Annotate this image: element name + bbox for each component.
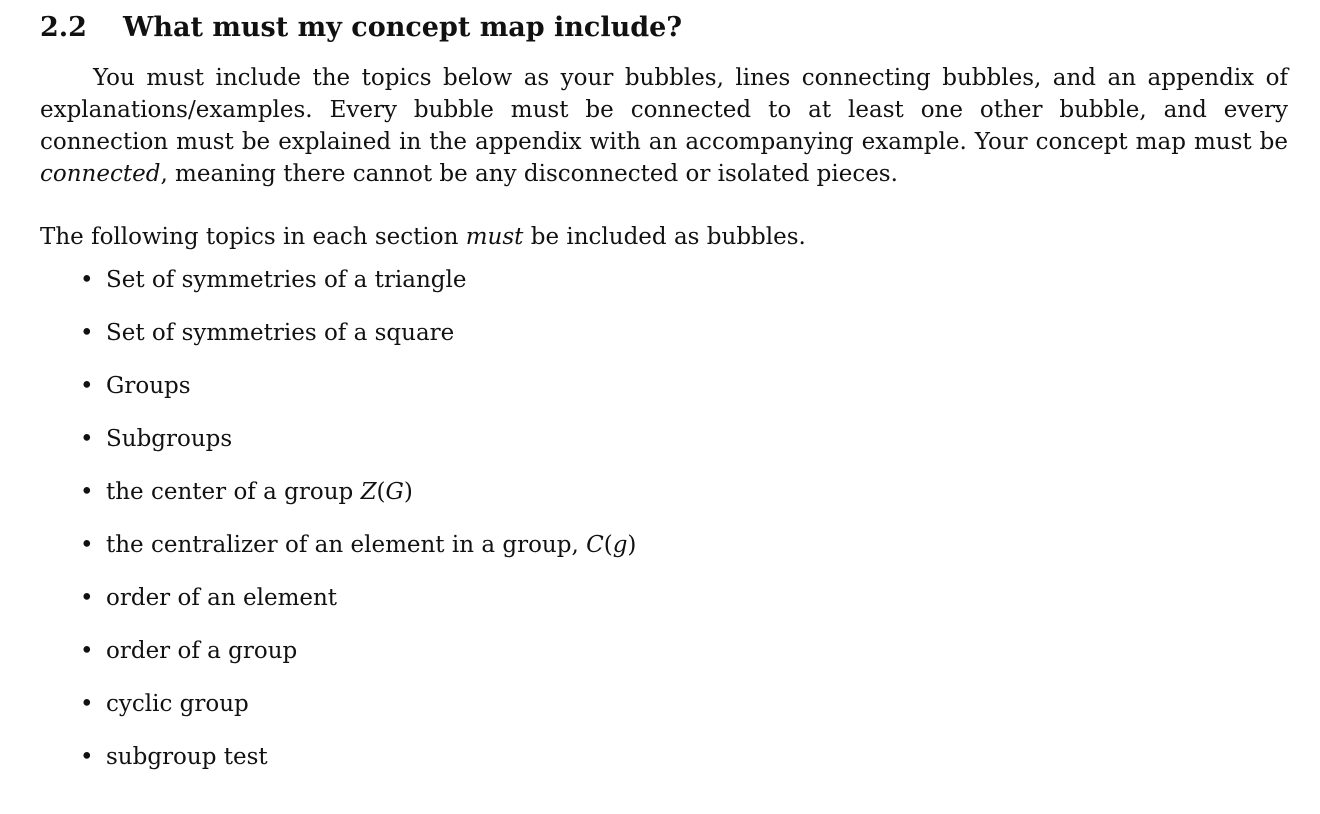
bullet-icon: • [80, 532, 94, 558]
intro-text-end: , meaning there cannot be any disconnected or isolated pieces. [160, 161, 898, 187]
lead-text-end: be included as bubbles. [523, 224, 806, 250]
bullet-icon: • [80, 585, 94, 611]
topic-text: order of a group [106, 638, 298, 664]
math-paren-close: ) [627, 532, 637, 558]
topic-text: order of an element [106, 585, 338, 611]
topic-text: the centralizer of an element in a group, [106, 532, 587, 558]
list-item [40, 635, 1288, 688]
bullet-icon: • [80, 373, 94, 399]
list-item [40, 582, 1288, 635]
topic-text: Set of symmetries of a triangle [106, 267, 467, 293]
topics-lead-sentence [40, 221, 1288, 253]
math-paren-open: ( [376, 479, 386, 505]
section-number: 2.2 [40, 12, 87, 43]
list-item [40, 264, 1288, 317]
topic-text: subgroup test [106, 744, 268, 770]
bullet-icon: • [80, 691, 94, 717]
list-item [40, 688, 1288, 741]
bullet-icon: • [80, 320, 94, 346]
math-symbol: Z [360, 479, 377, 505]
math-expression [586, 532, 636, 558]
section-title: What must my concept map include? [123, 12, 683, 43]
list-item [40, 476, 1288, 529]
intro-paragraph [40, 62, 1288, 190]
list-item [40, 741, 1288, 794]
bullet-icon: • [80, 479, 94, 505]
list-item [40, 370, 1288, 423]
list-item [40, 423, 1288, 476]
lead-text-start: The following topics in each section [40, 224, 466, 250]
bullet-icon: • [80, 426, 94, 452]
topic-text: cyclic group [106, 691, 249, 717]
section-heading [40, 0, 1288, 48]
math-symbol: g [612, 532, 628, 558]
math-paren-open: ( [603, 532, 613, 558]
topics-list [40, 264, 1288, 794]
topic-text: Groups [106, 373, 191, 399]
topic-text: the center of a group [106, 479, 361, 505]
document-page [40, 0, 1288, 794]
math-symbol: C [586, 532, 604, 558]
bullet-icon: • [80, 638, 94, 664]
intro-emphasis: connected [40, 161, 161, 187]
math-symbol: G [385, 479, 404, 505]
math-expression [361, 479, 413, 505]
intro-text-start: You must include the topics below as your bubbles, lines connecting bubbles, and an appendix of explanations/examples. Every bubble must be connected to at least one other bubble, and every connection must be explained in the appendix with an accompanying example. Your concept map must be [40, 65, 1288, 155]
topic-text: Subgroups [106, 426, 233, 452]
math-paren-close: ) [403, 479, 413, 505]
list-item [40, 317, 1288, 370]
lead-emphasis: must [465, 224, 524, 250]
bullet-icon: • [80, 267, 94, 293]
topic-text: Set of symmetries of a square [106, 320, 455, 346]
list-item [40, 529, 1288, 582]
bullet-icon: • [80, 744, 94, 770]
